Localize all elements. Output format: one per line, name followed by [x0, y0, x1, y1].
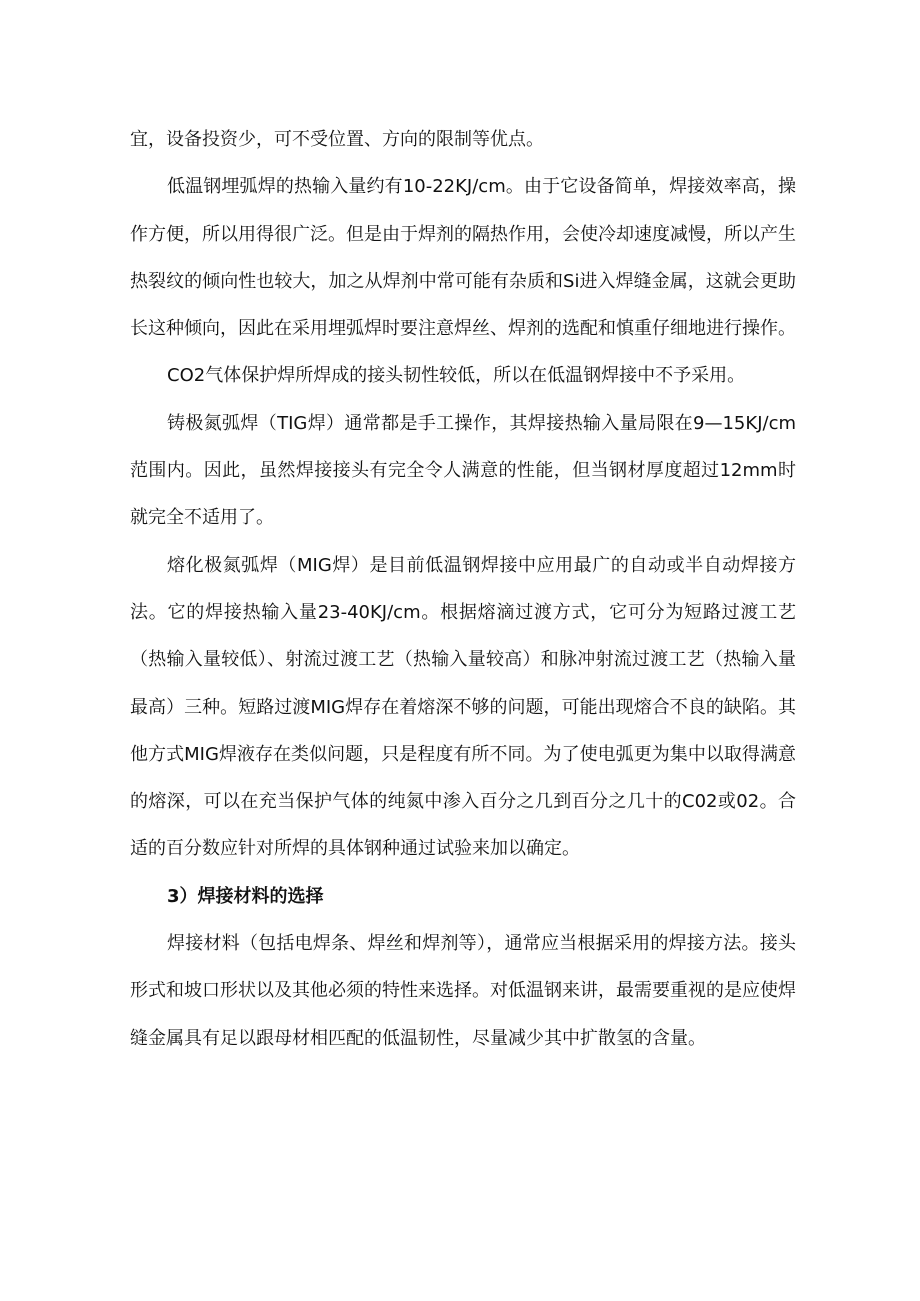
paragraph-tig-welding: 铸极氮弧焊（TIG焊）通常都是手工操作，其焊接热输入量局限在9—15KJ∕cm范围内。因此，虽然焊接接头有完全令人满意的性能，但当钢材厚度超过12mm时就完全不适用了。	[130, 412, 796, 529]
paragraph-co2-welding: CO2气体保护焊所焊成的接头韧性较低，所以在低温钢焊接中不予采用。	[167, 365, 746, 387]
paragraph-submerged-arc-welding: 低温钢埋弧焊的热输入量约有10-22KJ∕cm。由于它设备简单，焊接效率高，操作方便，所以用得很广泛。但是由于焊剂的隔热作用，会使冷却速度减慢，所以产生热裂纹的倾向性也较大，加之从焊剂中常可能有杂质和Si进入焊缝金属，这就会更助长这种倾向，因此在采用埋弧焊时要注意焊丝、焊剂的选配和慎重仔细地进行操作。	[130, 176, 796, 340]
paragraph-continuation: 宜，设备投资少，可不受位置、方向的限制等优点。	[130, 129, 544, 150]
document-body	[130, 116, 796, 1062]
paragraph-welding-materials: 焊接材料（包括电焊条、焊丝和焊剂等），通常应当根据采用的焊接方法。接头形式和坡口形状以及其他必须的特性来选择。对低温钢来讲，最需要重视的是应使焊缝金属具有足以跟母材相匹配的低温韧性，尽量减少其中扩散氢的含量。	[130, 933, 796, 1049]
paragraph-mig-welding: 熔化极氮弧焊（MIG焊）是目前低温钢焊接中应用最广的自动或半自动焊接方法。它的焊接热输入量23-40KJ∕cm。根据熔滴过渡方式，它可分为短路过渡工艺（热输入量较低）、射流过渡工艺（热输入量较高）和脉冲射流过渡工艺（热输入量最高）三种。短路过渡MIG焊存在着熔深不够的问题，可能出现熔合不良的缺陷。其他方式MIG焊液存在类似问题，只是程度有所不同。为了使电弧更为集中以取得满意的熔深，可以在充当保护气体的纯氮中渗入百分之几到百分之几十的C02或02。合适的百分数应针对所焊的具体钢种通过试验来加以确定。	[130, 554, 796, 860]
section-heading: 3）焊接材料的选择	[167, 885, 324, 907]
